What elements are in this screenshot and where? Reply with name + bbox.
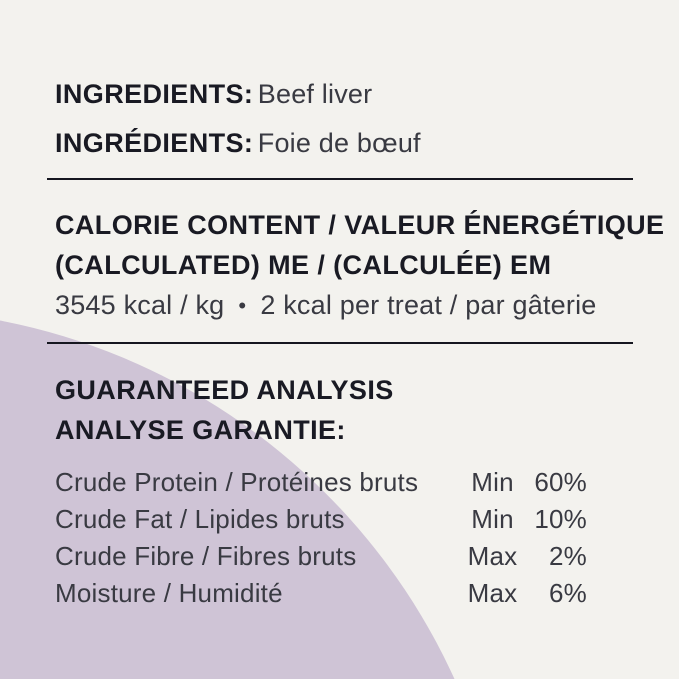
- table-row-moisture: [55, 575, 587, 612]
- guaranteed-analysis-table: [55, 464, 587, 612]
- row-label: Crude Fibre / Fibres bruts: [55, 541, 357, 571]
- calorie-per-treat: 2 kcal per treat / par gâterie: [260, 290, 597, 320]
- row-label: Crude Protein / Protéines bruts: [55, 467, 419, 497]
- ingredients-value-en: Beef liver: [257, 79, 373, 109]
- row-qualifier: Min: [471, 504, 514, 534]
- calorie-per-kg: 3545 kcal / kg: [55, 290, 225, 320]
- row-value: 6%: [549, 578, 587, 608]
- calorie-content-section: [55, 205, 664, 324]
- row-qualifier: Max: [467, 578, 518, 608]
- ingredients-section: [55, 72, 421, 170]
- ingredients-label-en: INGREDIENTS:: [55, 79, 254, 109]
- divider-line-middle: [47, 342, 633, 344]
- ingredients-line-fr: [55, 121, 421, 170]
- calorie-heading-line2: (CALCULATED) ME / (CALCULÉE) EM: [55, 250, 552, 280]
- divider-line-top: [47, 178, 633, 180]
- ga-heading-line-fr: ANALYSE GARANTIE:: [55, 415, 346, 445]
- ingredients-line-en: [55, 72, 421, 121]
- table-row-crude-protein: [55, 464, 587, 501]
- table-row-crude-fibre: [55, 538, 587, 575]
- ga-heading-line-en: GUARANTEED ANALYSIS: [55, 375, 394, 405]
- row-value: 2%: [549, 541, 587, 571]
- guaranteed-analysis-heading: [55, 370, 394, 450]
- row-label: Moisture / Humidité: [55, 578, 283, 608]
- calorie-values-line: [55, 287, 664, 324]
- table-row-crude-fat: [55, 501, 587, 538]
- ingredients-value-fr: Foie de bœuf: [257, 128, 421, 158]
- row-qualifier: Max: [467, 541, 518, 571]
- row-value: 10%: [534, 504, 587, 534]
- calorie-heading-line1: CALORIE CONTENT / VALEUR ÉNERGÉTIQUE: [55, 210, 665, 240]
- bullet-separator-icon: •: [238, 293, 247, 318]
- row-value: 60%: [534, 467, 587, 497]
- ingredients-label-fr: INGRÉDIENTS:: [55, 128, 254, 158]
- row-label: Crude Fat / Lipides bruts: [55, 504, 345, 534]
- row-qualifier: Min: [471, 467, 514, 497]
